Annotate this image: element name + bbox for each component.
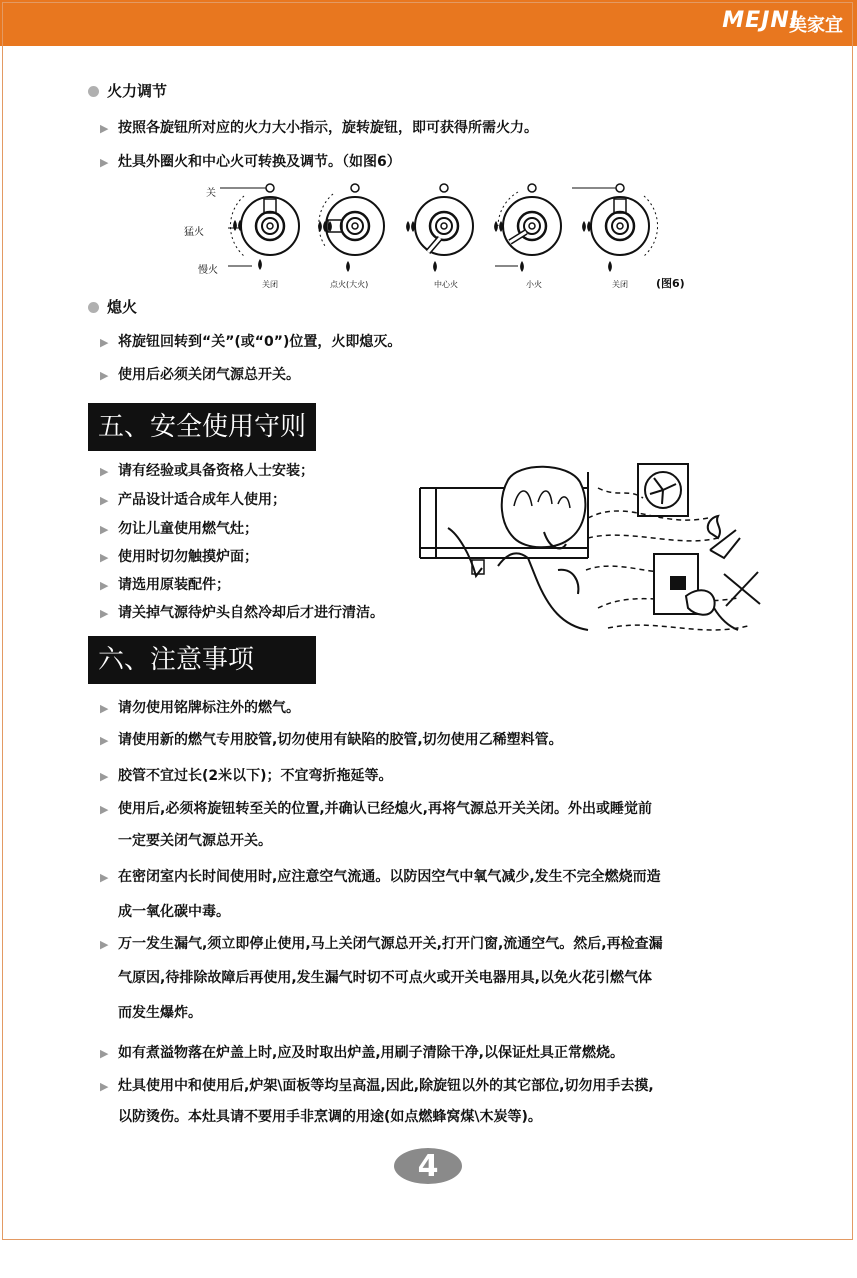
triangle-bullet-icon: ▶	[100, 1080, 109, 1093]
subsection-fire-title: 火力调节	[88, 80, 167, 101]
list-item-continuation: 成一氧化碳中毒。	[118, 904, 230, 920]
subsection-extinguish-title: 熄火	[88, 296, 137, 317]
list-item-continuation: 而发生爆炸。	[118, 1005, 202, 1021]
label-low-fire: 慢火	[198, 265, 218, 276]
list-item: ▶ 请有经验或具备资格人士安装；	[100, 463, 314, 479]
list-item: ▶ 万一发生漏气,须立即停止使用,马上关闭气源总开关,打开门窗,流通空气。然后,再检查漏	[100, 936, 663, 952]
bullet-dot-icon	[88, 302, 99, 313]
triangle-bullet-icon: ▶	[100, 734, 109, 747]
label-high-fire: 猛火	[184, 227, 204, 238]
list-item-continuation: 气原因,待排除故障后再使用,发生漏气时切不可点火或开关电器用具,以免火花引燃气体	[118, 970, 652, 986]
triangle-bullet-icon: ▶	[100, 1047, 109, 1060]
label-off: 关	[206, 188, 216, 199]
list-item: ▶ 将旋钮回转到“关”(或“0”)位置，火即熄灭。	[100, 334, 402, 350]
list-item: ▶ 灶具外圈火和中心火可转换及调节。（如图6）	[100, 154, 401, 170]
figure-number: (图6)	[656, 277, 685, 290]
triangle-bullet-icon: ▶	[100, 156, 109, 169]
section-5-title: 五、安全使用守则	[88, 403, 316, 451]
list-item: ▶ 按照各旋钮所对应的火力大小指示，旋转旋钮，即可获得所需火力。	[100, 120, 538, 136]
triangle-bullet-icon: ▶	[100, 336, 109, 349]
section-6-title: 六、注意事项	[88, 636, 316, 684]
list-item: ▶ 请关掉气源待炉头自然冷却后才进行清洁。	[100, 605, 384, 621]
triangle-bullet-icon: ▶	[100, 803, 109, 816]
triangle-bullet-icon: ▶	[100, 607, 109, 620]
list-item: ▶ 灶具使用中和使用后,炉架\面板等均呈高温,因此,除旋钮以外的其它部位,切勿用手去摸,	[100, 1078, 654, 1094]
triangle-bullet-icon: ▶	[100, 871, 109, 884]
triangle-bullet-icon: ▶	[100, 938, 109, 951]
list-item: ▶ 请勿使用铭牌标注外的燃气。	[100, 700, 300, 716]
caption-off: 关闭	[262, 280, 278, 289]
list-item-continuation: 一定要关闭气源总开关。	[118, 833, 272, 849]
caption-small: 小火	[526, 280, 542, 289]
bullet-dot-icon	[88, 86, 99, 97]
list-item: ▶ 使用后,必须将旋钮转至关的位置,并确认已经熄火,再将气源总开关关闭。外出或睡觉前	[100, 801, 652, 817]
triangle-bullet-icon: ▶	[100, 579, 109, 592]
caption-ignite: 点火(大火)	[330, 280, 369, 289]
list-item: ▶ 使用后必须关闭气源总开关。	[100, 367, 300, 383]
caption-off-2: 关闭	[612, 280, 628, 289]
triangle-bullet-icon: ▶	[100, 494, 109, 507]
list-item: ▶ 请选用原装配件；	[100, 577, 230, 593]
triangle-bullet-icon: ▶	[100, 122, 109, 135]
triangle-bullet-icon: ▶	[100, 770, 109, 783]
triangle-bullet-icon: ▶	[100, 369, 109, 382]
list-item: ▶ 产品设计适合成年人使用；	[100, 492, 286, 508]
caption-center: 中心火	[434, 280, 458, 289]
brand-logo: MEJNI	[722, 8, 799, 33]
list-item: ▶ 勿让儿童使用燃气灶；	[100, 521, 258, 537]
safety-illustration	[418, 458, 768, 658]
triangle-bullet-icon: ▶	[100, 551, 109, 564]
list-item: ▶ 在密闭室内长时间使用时,应注意空气流通。以防因空气中氧气减少,发生不完全燃烧而造	[100, 869, 661, 885]
list-item: ▶ 使用时切勿触摸炉面；	[100, 549, 258, 565]
triangle-bullet-icon: ▶	[100, 702, 109, 715]
list-item: ▶ 请使用新的燃气专用胶管,切勿使用有缺陷的胶管,切勿使用乙稀塑料管。	[100, 732, 563, 748]
list-item: ▶ 胶管不宜过长(2米以下)；不宜弯折拖延等。	[100, 768, 393, 784]
page-number: 4	[417, 1149, 439, 1184]
triangle-bullet-icon: ▶	[100, 465, 109, 478]
list-item-continuation: 以防烫伤。本灶具请不要用手非烹调的用途(如点燃蜂窝煤\木炭等)。	[118, 1109, 542, 1125]
list-item: ▶ 如有煮溢物落在炉盖上时,应及时取出炉盖,用刷子清除干净,以保证灶具正常燃烧。	[100, 1045, 624, 1061]
brand-name-cn: 美家宜	[789, 15, 843, 36]
knob-diagram	[180, 178, 700, 290]
knob-figure	[180, 178, 700, 290]
triangle-bullet-icon: ▶	[100, 523, 109, 536]
